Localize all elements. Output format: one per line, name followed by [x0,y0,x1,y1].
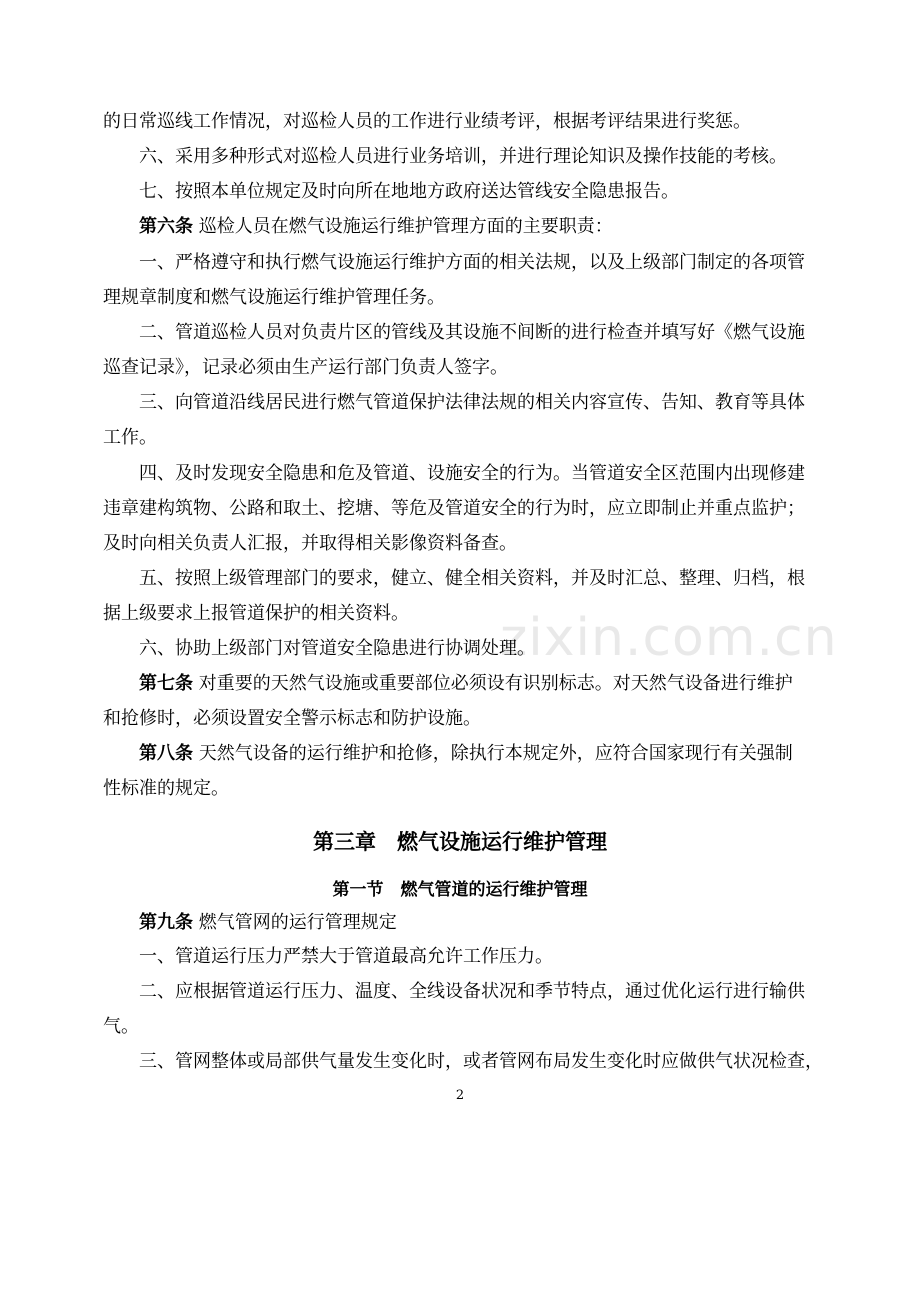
article-number: 第七条 [139,673,193,694]
watermark: zixin.com.cn [500,608,838,668]
paragraph-line: 工作。 [103,427,157,448]
chapter-title: 第三章 燃气设施运行维护管理 [313,830,607,854]
article-line: 第七条 对重要的天然气设施或重要部位必须设有识别标志。对天然气设备进行维护 [139,673,793,694]
article-number: 第六条 [139,216,193,237]
paragraph-line: 一、严格遵守和执行燃气设施运行维护方面的相关法规，以及上级部门制定的各项管 [139,252,805,273]
paragraph-line: 七、按照本单位规定及时向所在地地方政府送达管线安全隐患报告。 [139,181,679,202]
paragraph-line: 六、协助上级部门对管道安全隐患进行协调处理。 [139,638,535,659]
paragraph-line: 巡查记录》，记录必须由生产运行部门负责人签字。 [103,357,508,378]
paragraph-line: 一、管道运行压力严禁大于管道最高允许工作压力。 [139,946,553,967]
page-number: 2 [455,1088,465,1103]
article-line: 第八条 天然气设备的运行维护和抢修，除执行本规定外，应符合国家现行有关强制 [139,743,793,764]
paragraph-line: 气。 [103,1016,139,1037]
article-number: 第八条 [139,743,193,764]
paragraph-line: 二、管道巡检人员对负责片区的管线及其设施不间断的进行检查并填写好《燃气设施 [139,322,805,343]
paragraph-line: 三、管网整体或局部供气量发生变化时，或者管网布局发生变化时应做供气状况检查， [139,1051,823,1072]
article-number: 第九条 [139,912,193,933]
article-line: 第九条 燃气管网的运行管理规定 [139,912,397,933]
paragraph-line: 的日常巡线工作情况，对巡检人员的工作进行业绩考评，根据考评结果进行奖惩。 [103,111,751,132]
paragraph-line: 四、及时发现安全隐患和危及管道、设施安全的行为。当管道安全区范围内出现修建 [139,463,805,484]
paragraph-line: 及时向相关负责人汇报，并取得相关影像资料备查。 [103,533,517,554]
paragraph-line: 二、应根据管道运行压力、温度、全线设备状况和季节特点，通过优化运行进行输供 [139,981,805,1002]
paragraph-line: 六、采用多种形式对巡检人员进行业务培训，并进行理论知识及操作技能的考核。 [139,146,787,167]
section-title: 第一节 燃气管道的运行维护管理 [332,880,588,900]
paragraph-line: 理规章制度和燃气设施运行维护管理任务。 [103,287,445,308]
paragraph-line: 性标准的规定。 [103,778,229,799]
paragraph-line: 五、按照上级管理部门的要求，健立、健全相关资料，并及时汇总、整理、归档，根 [139,568,805,589]
paragraph-line: 违章建构筑物、公路和取土、挖塘、等危及管道安全的行为时，应立即制止并重点监护； [103,498,805,519]
paragraph-line: 和抢修时，必须设置安全警示标志和防护设施。 [103,708,481,729]
paragraph-line: 三、向管道沿线居民进行燃气管道保护法律法规的相关内容宣传、告知、教育等具体 [139,392,805,413]
article-line: 第六条 巡检人员在燃气设施运行维护管理方面的主要职责： [139,216,613,237]
paragraph-line: 据上级要求上报管道保护的相关资料。 [103,603,409,624]
